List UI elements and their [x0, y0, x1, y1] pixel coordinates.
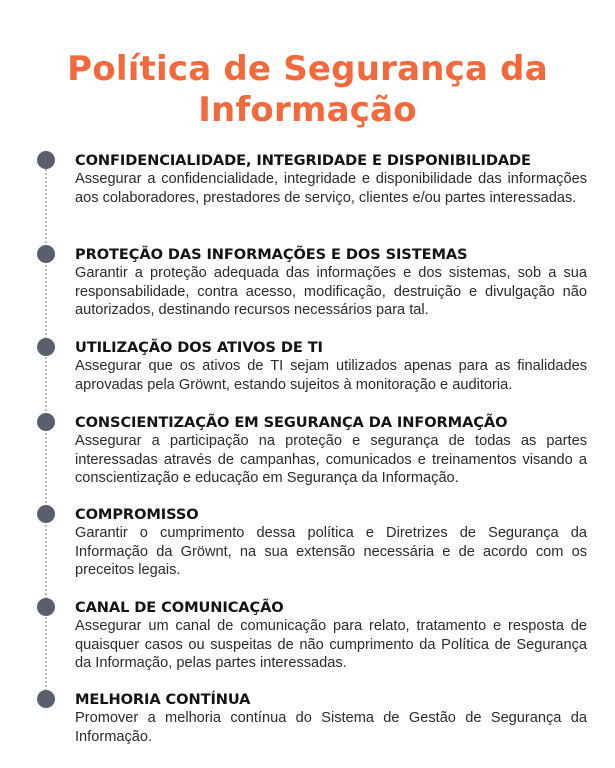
- section-heading: MELHORIA CONTÍNUA: [75, 691, 251, 708]
- policy-section-protecao: [75, 245, 587, 320]
- policy-section-confidencialidade: [75, 151, 587, 207]
- section-heading: PROTEÇÃO DAS INFORMAÇÕES E DOS SISTEMAS: [75, 246, 468, 263]
- timeline-bullet: [37, 598, 55, 616]
- timeline-bullet: [37, 505, 55, 523]
- section-body: Assegurar a confidencialidade, integridade e disponibilidade das informações aos colaboradores, prestadores de serviço, clientes e/ou partes interessadas.: [75, 171, 587, 206]
- timeline-bullet: [37, 338, 55, 356]
- policy-section-compromisso: [75, 505, 587, 580]
- policy-section-melhoria-continua: [75, 690, 587, 746]
- timeline-bullet: [37, 151, 55, 169]
- section-heading: COMPROMISSO: [75, 506, 199, 523]
- timeline-bullet: [37, 413, 55, 431]
- section-heading: CONSCIENTIZAÇÃO EM SEGURANÇA DA INFORMAÇÃO: [75, 414, 508, 431]
- policy-section-ativos-ti: [75, 338, 587, 394]
- section-body: Garantir a proteção adequada das informações e dos sistemas, sob a sua responsabilidade, contra acesso, modificação, destruição e divulgação não autorizados, destinando recursos necessários para tal.: [75, 265, 587, 319]
- policy-section-conscientizacao: [75, 413, 587, 488]
- section-heading: UTILIZAÇÃO DOS ATIVOS DE TI: [75, 339, 323, 356]
- section-heading: CANAL DE COMUNICAÇÃO: [75, 599, 284, 616]
- timeline-bullet: [37, 690, 55, 708]
- section-body: Promover a melhoria contínua do Sistema de Gestão de Segurança da Informação.: [75, 710, 587, 745]
- section-body: Assegurar a participação na proteção e segurança de todas as partes interessadas através de campanhas, comunicados e treinamentos visando a conscientização e educação em Segurança da Informação.: [75, 433, 587, 487]
- section-body: Assegurar que os ativos de TI sejam utilizados apenas para as finalidades aprovadas pela Gröwnt, estando sujeitos à monitoração e auditoria.: [75, 358, 587, 393]
- policy-section-canal-comunicacao: [75, 598, 587, 673]
- section-body: Garantir o cumprimento dessa política e Diretrizes de Segurança da Informação da Gröwnt, na sua extensão necessária e de acordo com os preceitos legais.: [75, 525, 587, 579]
- section-body: Assegurar um canal de comunicação para relato, tratamento e resposta de quaisquer casos ou suspeitas de não cumprimento da Política de Segurança da Informação, pelas partes interessadas.: [75, 618, 587, 672]
- section-heading: CONFIDENCIALIDADE, INTEGRIDADE E DISPONIBILIDADE: [75, 152, 531, 169]
- timeline-bullet: [37, 245, 55, 263]
- page-title: Política de Segurança da Informação: [67, 48, 548, 130]
